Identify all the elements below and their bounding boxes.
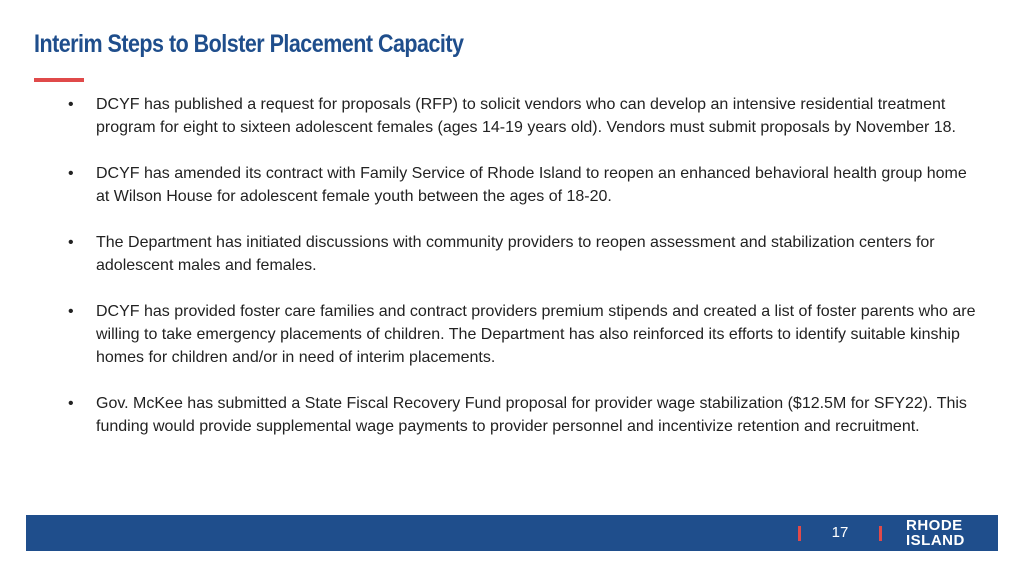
slide-title: Interim Steps to Bolster Placement Capacity [34,30,464,58]
page-number: 17 [831,524,849,541]
bullet-item [68,93,978,139]
title-underline [34,78,84,82]
bullet-item [68,231,978,277]
bullet-text: DCYF has published a request for proposals (RFP) to solicit vendors who can develop an intensive residential treatment program for eight to sixteen adolescent females (ages 14-19 years old). Vendors must submit proposals by November 18. [96,96,956,136]
bullet-dot-icon: • [68,395,74,412]
footer-bar [26,515,998,551]
bullet-text: DCYF has amended its contract with Family Service of Rhode Island to reopen an enhanced behavioral health group home at Wilson House for adolescent female youth between the ages of 18-20. [96,165,967,205]
bullet-text: DCYF has provided foster care families and contract providers premium stipends and created a list of foster parents who are willing to take emergency placements of children. The Department has also reinforced its efforts to identify suitable kinship homes for children and/or in need of interim placements. [96,303,976,366]
bullet-text: The Department has initiated discussions with community providers to reopen assessment and stabilization centers for adolescent males and females. [96,234,935,274]
rhode-island-logo [906,518,965,548]
bullet-dot-icon: • [68,234,74,251]
bullet-item [68,300,978,369]
logo-line-2: ISLAND [906,532,965,549]
bullet-dot-icon: • [68,303,74,320]
bullet-dot-icon: • [68,165,74,182]
bullet-item [68,162,978,208]
bullet-text: Gov. McKee has submitted a State Fiscal Recovery Fund proposal for provider wage stabilization ($12.5M for SFY22). This funding would provide supplemental wage payments to provider personnel and incentivize retention and recruitment. [96,395,967,435]
bullet-dot-icon: • [68,96,74,113]
bullet-list [68,93,978,461]
bullet-item [68,392,978,438]
logo-line-1: RHODE [906,517,963,534]
footer-separator [798,526,801,541]
footer-separator [879,526,882,541]
